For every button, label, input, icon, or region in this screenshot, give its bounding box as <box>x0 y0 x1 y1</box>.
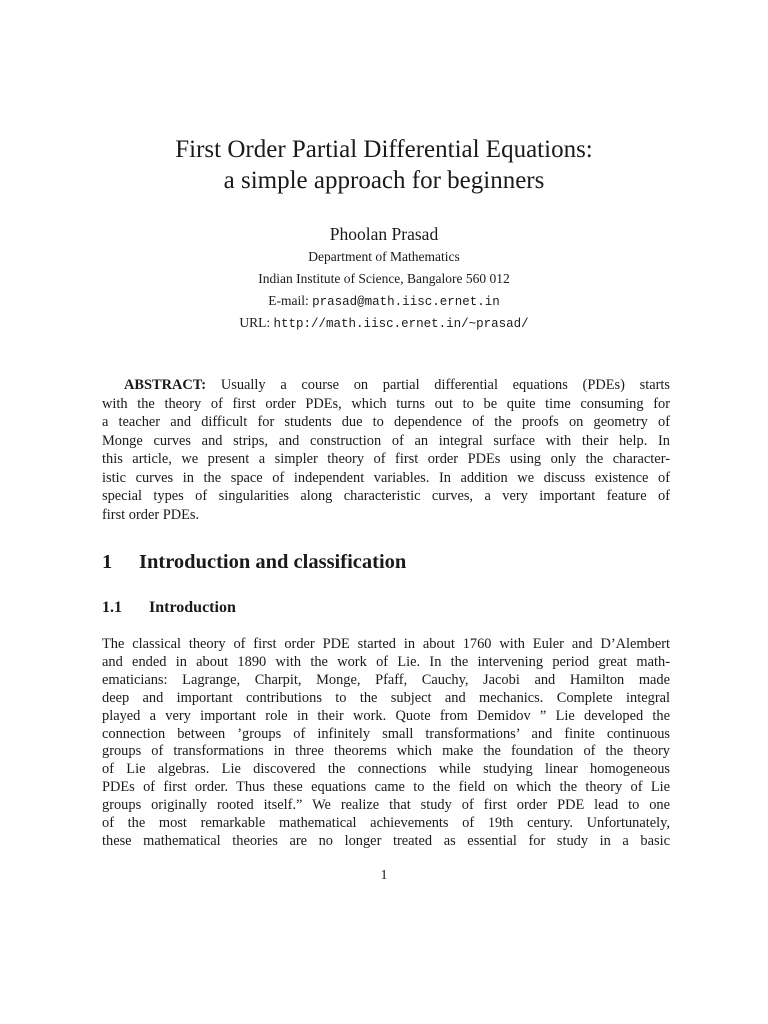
section-number: 1 <box>102 551 113 573</box>
page-number: 1 <box>380 868 388 883</box>
subsection-number: 1.1 <box>102 599 122 616</box>
abstract-line: istic curves in the space of independent variables. In addition we discuss existence of <box>102 469 670 486</box>
body-line: played a very important role in their work. Quote from Demidov ” Lie developed the <box>102 707 670 724</box>
body-line: of Lie algebras. Lie discovered the connections while studying linear homogeneous <box>102 761 670 778</box>
abstract <box>102 376 670 524</box>
paper-title <box>0 134 768 196</box>
body-paragraph <box>102 636 670 851</box>
url-label: URL: <box>239 315 271 330</box>
abstract-line: ABSTRACT: Usually a course on partial differential equations (PDEs) starts <box>124 377 671 393</box>
abstract-line: first order PDEs. <box>102 506 200 523</box>
title-line-1: First Order Partial Differential Equations: <box>175 136 593 163</box>
abstract-line: a teacher and difficult for students due to dependence of the proofs on geometry of <box>102 414 670 430</box>
author-department: Department of Mathematics <box>308 249 460 264</box>
abstract-line: special types of singularities along characteristic curves, a very important feature of <box>102 488 670 504</box>
body-line: connection between ’groups of infinitely small transformations’ and finite continuous <box>102 725 670 742</box>
body-line: these mathematical theories are no longer treated as essential for study in a basic <box>102 832 670 849</box>
url-link[interactable]: http://math.iisc.ernet.in/~prasad/ <box>273 317 529 331</box>
body-line: groups of transformations in three theorems which make the foundation of the theory <box>102 743 670 760</box>
author-name: Phoolan Prasad <box>329 224 439 244</box>
subsection-title: Introduction <box>149 599 236 616</box>
body-line: deep and important contributions to the subject and mechanics. Complete integral <box>102 689 670 706</box>
author-url <box>0 315 768 331</box>
subsection-heading <box>102 599 236 617</box>
author-institute: Indian Institute of Science, Bangalore 560 012 <box>258 271 510 286</box>
abstract-line: with the theory of first order PDEs, which turns out to be quite time consuming for <box>102 395 670 412</box>
abstract-line: Monge curves and strips, and construction of an integral surface with their help. In <box>102 432 670 449</box>
title-line-2: a simple approach for beginners <box>223 167 545 194</box>
body-line: PDEs of first order. Thus these equations came to the field on which the theory of Lie <box>102 779 670 796</box>
section-heading <box>102 551 406 574</box>
author-email <box>0 293 768 309</box>
email-address[interactable]: prasad@math.iisc.ernet.in <box>312 295 500 309</box>
body-line: The classical theory of first order PDE started in about 1760 with Euler and D’Alembert <box>102 636 670 652</box>
abstract-label: ABSTRACT: <box>124 377 207 393</box>
body-line: groups originally rooted itself.” We realize that study of first order PDE lead to one <box>102 797 670 814</box>
body-line: ematicians: Lagrange, Charpit, Monge, Pfaff, Cauchy, Jacobi and Hamilton made <box>102 671 670 688</box>
section-title: Introduction and classification <box>139 551 407 573</box>
body-line: of the most remarkable mathematical achievements of 19th century. Unfortunately, <box>102 815 670 832</box>
body-line: and ended in about 1890 with the work of Lie. In the intervening period great math- <box>102 653 670 670</box>
abstract-line: this article, we present a simpler theory of first order PDEs using only the character- <box>102 451 670 467</box>
email-label: E-mail: <box>268 293 309 308</box>
